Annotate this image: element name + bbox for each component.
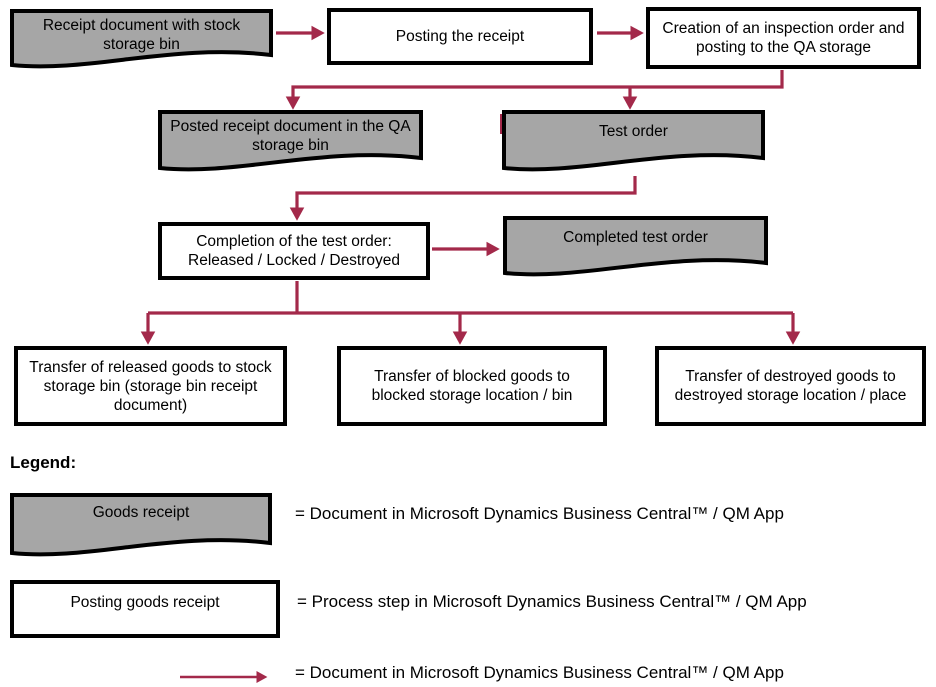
node-label: Completed test order <box>563 229 708 246</box>
node-completion <box>158 222 430 280</box>
node-label: Completion of the test order: Released / Locked / Destroyed <box>188 233 400 269</box>
legend-shape-label: Posting goods receipt <box>70 594 220 611</box>
legend-description-process: = Process step in Microsoft Dynamics Business Central™ / QM App <box>297 592 807 611</box>
node-label: Receipt document with stock storage bin <box>42 17 241 53</box>
connector-test-order-to-completion <box>297 176 635 208</box>
node-label: Test order <box>599 123 668 140</box>
node-label: Creation of an inspection order and posting to the QA storage <box>662 20 905 56</box>
legend-title: Legend: <box>10 453 77 472</box>
node-label: Posting the receipt <box>395 28 525 45</box>
connector-inspection-to-posted-receipt <box>293 70 782 97</box>
node-completed-test-order <box>503 216 768 283</box>
legend-description-arrow: = Document in Microsoft Dynamics Business Central™ / QM App <box>295 663 784 682</box>
document-shape <box>503 216 768 283</box>
legend-description-document: = Document in Microsoft Dynamics Business Central™ / QM App <box>295 504 784 523</box>
legend-process-shape <box>10 580 280 638</box>
node-inspection-order <box>646 7 921 69</box>
node-label: Transfer of released goods to stock storage bin (storage bin receipt document) <box>29 358 272 414</box>
node-label: Transfer of destroyed goods to destroyed storage location / place <box>674 368 907 404</box>
node-test-order <box>502 110 765 178</box>
node-transfer-destroyed <box>655 346 926 426</box>
legend-shape-label: Goods receipt <box>92 504 190 521</box>
document-shape <box>502 110 765 178</box>
node-label: Posted receipt document in the QA storage bin <box>170 118 411 154</box>
node-label: Transfer of blocked goods to blocked storage location / bin <box>371 368 573 404</box>
node-transfer-released <box>14 346 287 426</box>
node-posting-receipt <box>327 8 593 65</box>
node-transfer-blocked <box>337 346 607 426</box>
node-receipt-document <box>10 9 273 75</box>
node-posted-receipt <box>158 110 423 178</box>
legend-document-shape <box>10 493 272 563</box>
